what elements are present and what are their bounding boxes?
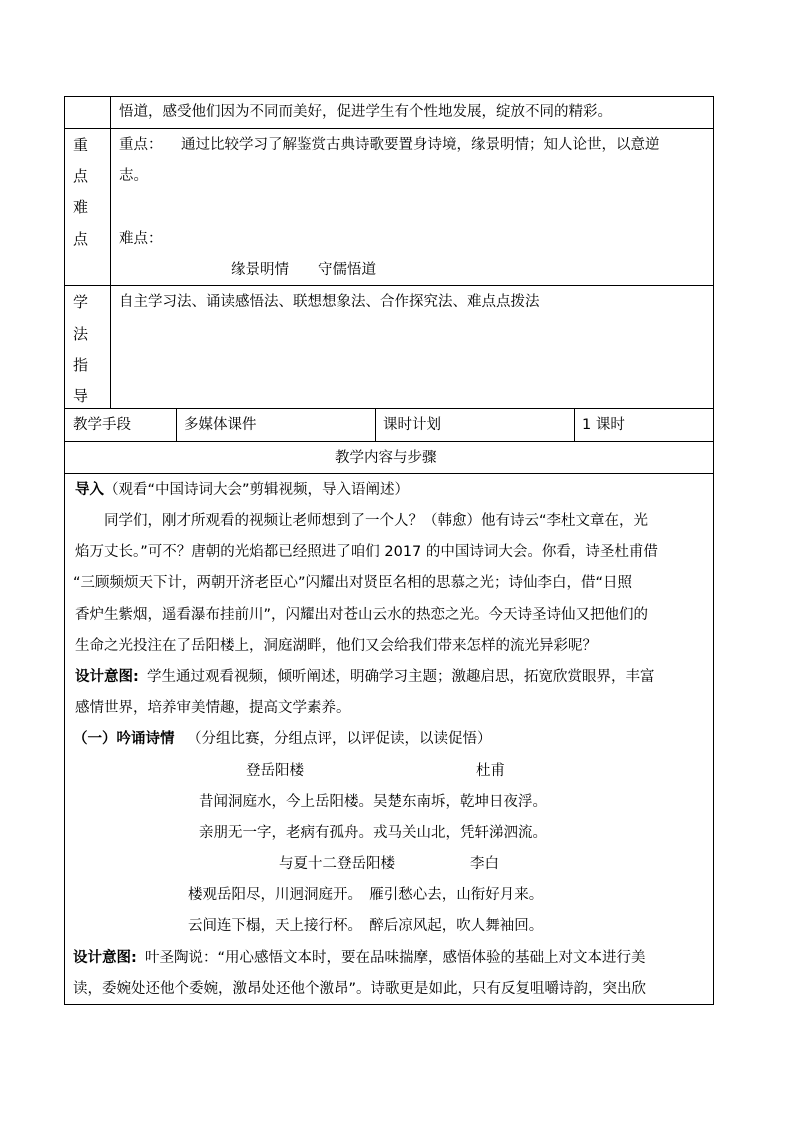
difficult-point-items: 缘景明情 守儒悟道 xyxy=(231,262,376,278)
row-divider xyxy=(64,408,714,409)
means-label: 教学手段 xyxy=(73,417,131,433)
key-point-text-cont: 志。 xyxy=(119,168,148,184)
row-divider xyxy=(64,441,714,442)
poem-title: 登岳阳楼 xyxy=(246,763,304,779)
design-intent-text: 读，委婉处还他个委婉，激昂处还他个激昂”。诗歌更是如此，只有反复咀嚼诗韵，突出欣 xyxy=(73,981,647,997)
key-point-text: 通过比较学习了解鉴赏古典诗歌要置身诗境，缘景明情；知人论世，以意逆 xyxy=(181,137,660,153)
poem-author: 李白 xyxy=(470,856,499,872)
method-label-char: 指 xyxy=(73,356,89,374)
section-heading: （一）吟诵诗情 xyxy=(73,731,175,747)
intro-paragraph-line: 香炉生紫烟，遥看瀑布挂前川”，闪耀出对苍山云水的热恋之光。今天诗圣诗仙又把他们的 xyxy=(75,607,649,623)
poem-line: 昔闻洞庭水，今上岳阳楼。吴楚东南坼，乾坤日夜浮。 xyxy=(199,794,547,810)
intro-paragraph-line: “三顾频烦天下计，两朝开济老臣心”闪耀出对贤臣名相的思慕之光；诗仙李白，借“日照 xyxy=(73,575,633,591)
intro-paragraph-line: 焰万丈长。”可不？唐朝的光焰都已经照进了咱们 2017 的中国诗词大会。你看，诗圣杜甫借 xyxy=(75,544,658,560)
method-label-char: 法 xyxy=(73,325,89,343)
label-column-divider xyxy=(110,96,111,408)
poem-line: 云间连下榻，天上接行杯。 醉后凉风起，吹人舞袖回。 xyxy=(188,918,544,934)
key-point-label: 重点： xyxy=(119,137,163,153)
cell-divider xyxy=(176,408,177,441)
section-note: （分组比赛，分组点评，以评促读，以读促悟） xyxy=(187,731,492,747)
cell-divider xyxy=(574,408,575,441)
method-text: 自主学习法、诵读感悟法、联想想象法、合作探究法、难点点拨法 xyxy=(119,294,540,310)
row-divider xyxy=(64,473,714,474)
method-label-char: 学 xyxy=(73,293,89,311)
difficult-point-label: 难点： xyxy=(119,231,163,247)
row-divider xyxy=(64,128,714,129)
row-divider xyxy=(64,285,714,286)
design-intent-text: 感情世界，培养审美情趣，提高文学素养。 xyxy=(75,700,351,716)
design-intent-text: 叶圣陶说：“用心感悟文本时，要在品味揣摩，感悟体验的基础上对文本进行美 xyxy=(145,950,646,966)
key-points-label-char: 重 xyxy=(73,136,89,154)
means-value: 多媒体课件 xyxy=(184,417,257,433)
design-intent-label: 设计意图: xyxy=(73,950,137,966)
intro-heading: 导入 xyxy=(75,482,104,498)
poem-line: 楼观岳阳尽，川迥洞庭开。 雁引愁心去，山衔好月来。 xyxy=(188,887,544,903)
intro-paragraph-line: 同学们，刚才所观看的视频让老师想到了一个人？（韩愈）他有诗云“李杜文章在，光 xyxy=(104,513,649,529)
key-points-label-char: 难 xyxy=(73,198,89,216)
cell-divider xyxy=(375,408,376,441)
plan-value: 1 课时 xyxy=(582,417,625,433)
poem-author: 杜甫 xyxy=(476,763,505,779)
intro-heading-note: （观看“中国诗词大会”剪辑视频，导入语阐述） xyxy=(104,482,410,498)
steps-header: 教学内容与步骤 xyxy=(335,450,437,466)
key-points-label-char: 点 xyxy=(73,167,89,185)
poem-line: 亲朋无一字，老病有孤舟。戎马关山北，凭轩涕泗流。 xyxy=(199,825,547,841)
design-intent-label: 设计意图: xyxy=(75,669,139,685)
intro-paragraph-line: 生命之光投注在了岳阳楼上，洞庭湖畔，他们又会给我们带来怎样的流光异彩呢？ xyxy=(75,638,597,654)
method-label-char: 导 xyxy=(73,387,89,405)
top-row-text: 悟道，感受他们因为不同而美好，促进学生有个性地发展，绽放不同的精彩。 xyxy=(119,104,612,120)
poem-title: 与夏十二登岳阳楼 xyxy=(279,856,395,872)
plan-label: 课时计划 xyxy=(383,417,441,433)
key-points-label-char: 点 xyxy=(73,230,89,248)
design-intent-text: 学生通过观看视频，倾听阐述，明确学习主题；激趣启思，拓宽欣赏眼界，丰富 xyxy=(147,669,655,685)
